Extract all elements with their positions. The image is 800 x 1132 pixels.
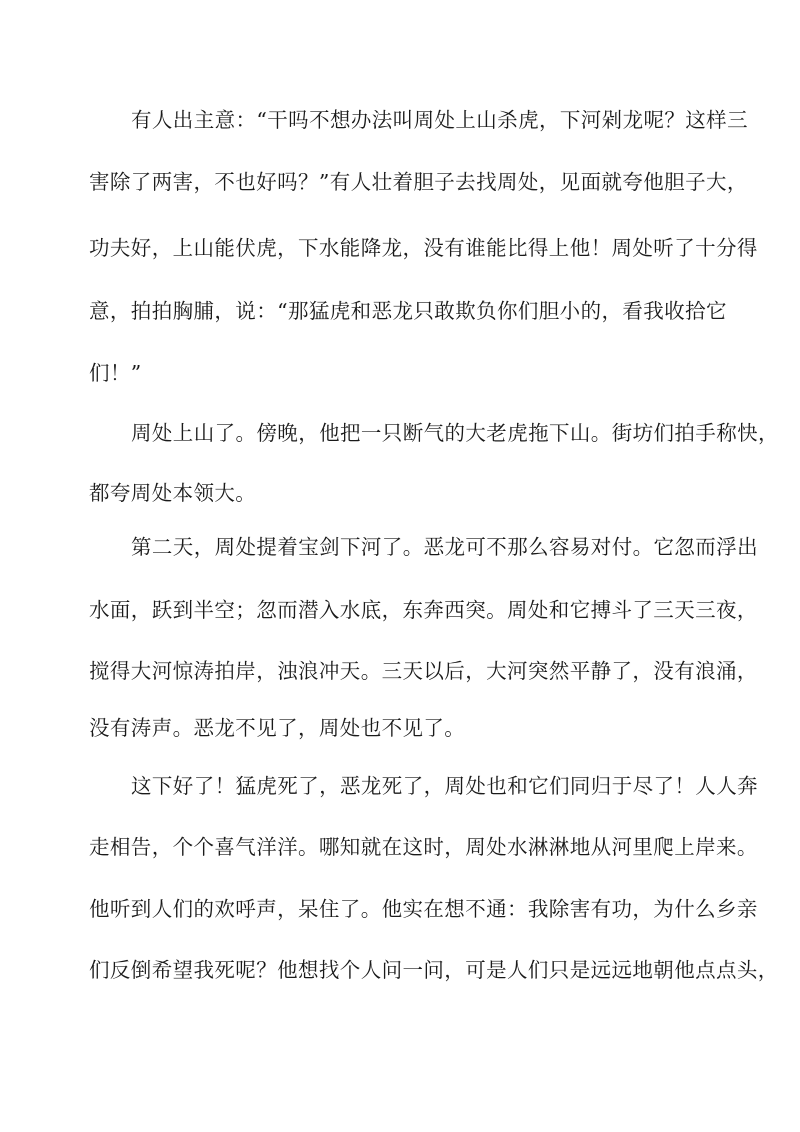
text-line: 他听到人们的欢呼声，呆住了。他实在想不通：我除害有功，为什么乡亲	[89, 897, 758, 921]
text-line: 们！”	[89, 361, 142, 385]
text-line: 周处上山了。傍晚，他把一只断气的大老虎拖下山。街坊们拍手称快，	[131, 421, 779, 445]
text-line: 搅得大河惊涛拍岸，浊浪冲天。三天以后，大河突然平静了，没有浪涌，	[89, 659, 758, 683]
text-line: 第二天，周处提着宝剑下河了。恶龙可不那么容易对付。它忽而浮出	[131, 535, 758, 559]
text-line: 有人出主意：“干吗不想办法叫周处上山杀虎，下河剁龙呢？这样三	[131, 108, 748, 132]
text-line: 意，拍拍胸脯，说：“那猛虎和恶龙只敢欺负你们胆小的，看我收拾它	[89, 299, 727, 323]
text-line: 水面，跃到半空；忽而潜入水底，东奔西突。周处和它搏斗了三天三夜，	[89, 598, 758, 622]
text-line: 功夫好，上山能伏虎，下水能降龙，没有谁能比得上他！周处听了十分得	[89, 236, 758, 260]
text-line: 走相告，个个喜气洋洋。哪知就在这时，周处水淋淋地从河里爬上岸来。	[89, 835, 758, 859]
text-line: 都夸周处本领大。	[89, 481, 257, 505]
text-line: 这下好了！猛虎死了，恶龙死了，周处也和它们同归于尽了！人人奔	[131, 774, 758, 798]
text-line: 没有涛声。恶龙不见了，周处也不见了。	[89, 716, 466, 740]
text-line: 们反倒希望我死呢？他想找个人问一问，可是人们只是远远地朝他点点头，	[89, 958, 779, 982]
text-line: 害除了两害，不也好吗？”有人壮着胆子去找周处，见面就夸他胆子大，	[89, 170, 748, 194]
